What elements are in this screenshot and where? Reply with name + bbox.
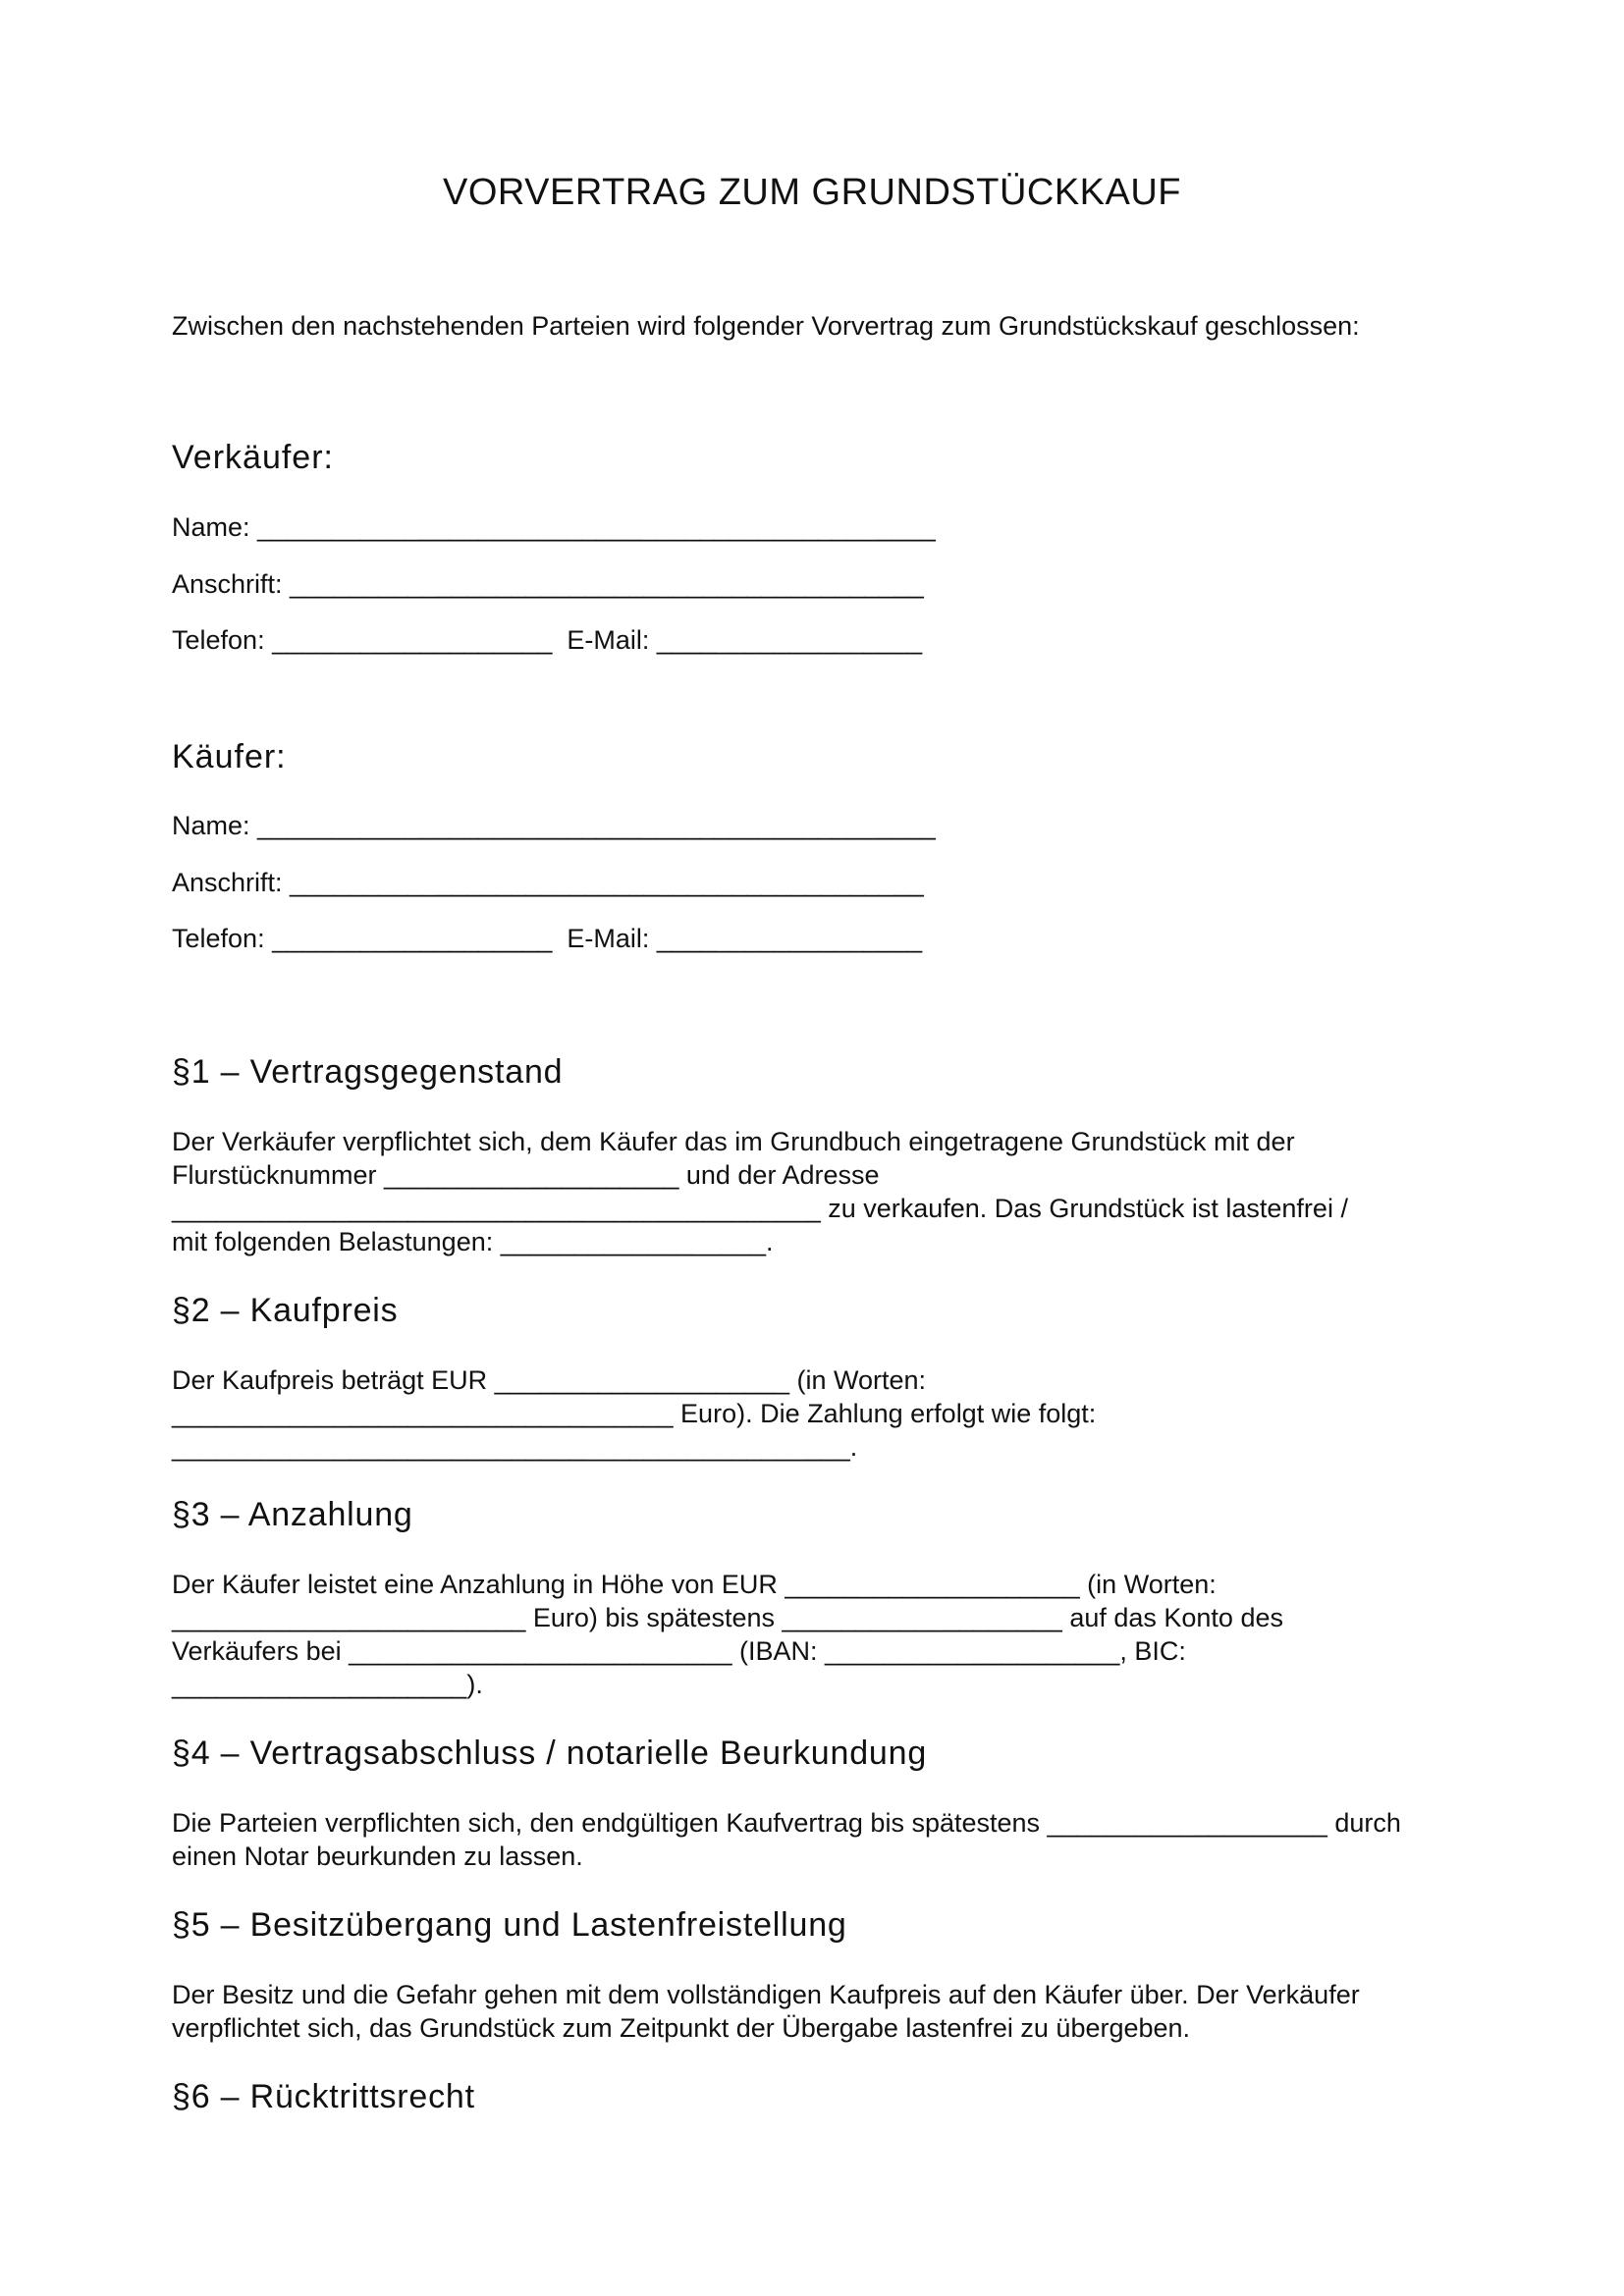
section-1-line: Der Verkäufer verpflichtet sich, dem Käufer das im Grundbuch eingetragene Grundstück mit der [172,1127,1295,1156]
seller-address-field: Anschrift: ___________________________________________ [172,569,924,599]
section-4-heading: §4 – Vertragsabschluss / notarielle Beurkundung [172,1735,928,1772]
seller-name-field: Name: ______________________________________________ [172,512,936,542]
section-4-line: Die Parteien verpflichten sich, den endgültigen Kaufvertrag bis spätestens ___________________ durch [172,1808,1401,1838]
document-title: VORVERTRAG ZUM GRUNDSTÜCKKAUF [442,172,1182,213]
section-3-line: ________________________ Euro) bis spätestens ___________________ auf das Konto des [172,1603,1283,1632]
section-3-line: Der Käufer leistet eine Anzahlung in Höhe von EUR ____________________ (in Worten: [172,1570,1217,1599]
section-6-heading: §6 – Rücktrittsrecht [172,2078,475,2115]
buyer-heading: Käufer: [172,738,287,775]
section-2-heading: §2 – Kaufpreis [172,1292,399,1329]
section-3-heading: §3 – Anzahlung [172,1496,413,1533]
section-1-line: Flurstücknummer ____________________ und der Adresse [172,1160,880,1190]
intro-text: Zwischen den nachstehenden Parteien wird folgender Vorvertrag zum Grundstückskauf geschlossen: [172,311,1360,341]
section-5-line: Der Besitz und die Gefahr gehen mit dem vollständigen Kaufpreis auf den Käufer über. Der Verkäufer [172,1980,1360,2009]
section-2-line: ______________________________________________. [172,1432,858,1462]
section-2-line: Der Kaufpreis beträgt EUR ____________________ (in Worten: [172,1365,927,1395]
buyer-contact-field: Telefon: ___________________ E-Mail: __________________ [172,924,923,953]
seller-heading: Verkäufer: [172,439,334,476]
buyer-address-field: Anschrift: ___________________________________________ [172,868,924,897]
section-1-line: ____________________________________________ zu verkaufen. Das Grundstück ist lastenfrei / [172,1194,1348,1223]
section-5-line: verpflichtet sich, das Grundstück zum Zeitpunkt der Übergabe lastenfrei zu übergeben. [172,2013,1191,2043]
section-3-line: Verkäufers bei __________________________ (IBAN: ____________________, BIC: [172,1636,1186,1666]
section-1-line: mit folgenden Belastungen: __________________. [172,1227,774,1256]
section-5-heading: §5 – Besitzübergang und Lastenfreistellung [172,1906,847,1944]
section-1-heading: §1 – Vertragsgegenstand [172,1053,564,1091]
buyer-name-field: Name: ______________________________________________ [172,811,936,840]
section-3-line: ____________________). [172,1670,483,1699]
section-2-line: __________________________________ Euro). Die Zahlung erfolgt wie folgt: [172,1399,1097,1428]
section-4-line: einen Notar beurkunden zu lassen. [172,1842,583,1871]
seller-contact-field: Telefon: ___________________ E-Mail: __________________ [172,625,923,655]
